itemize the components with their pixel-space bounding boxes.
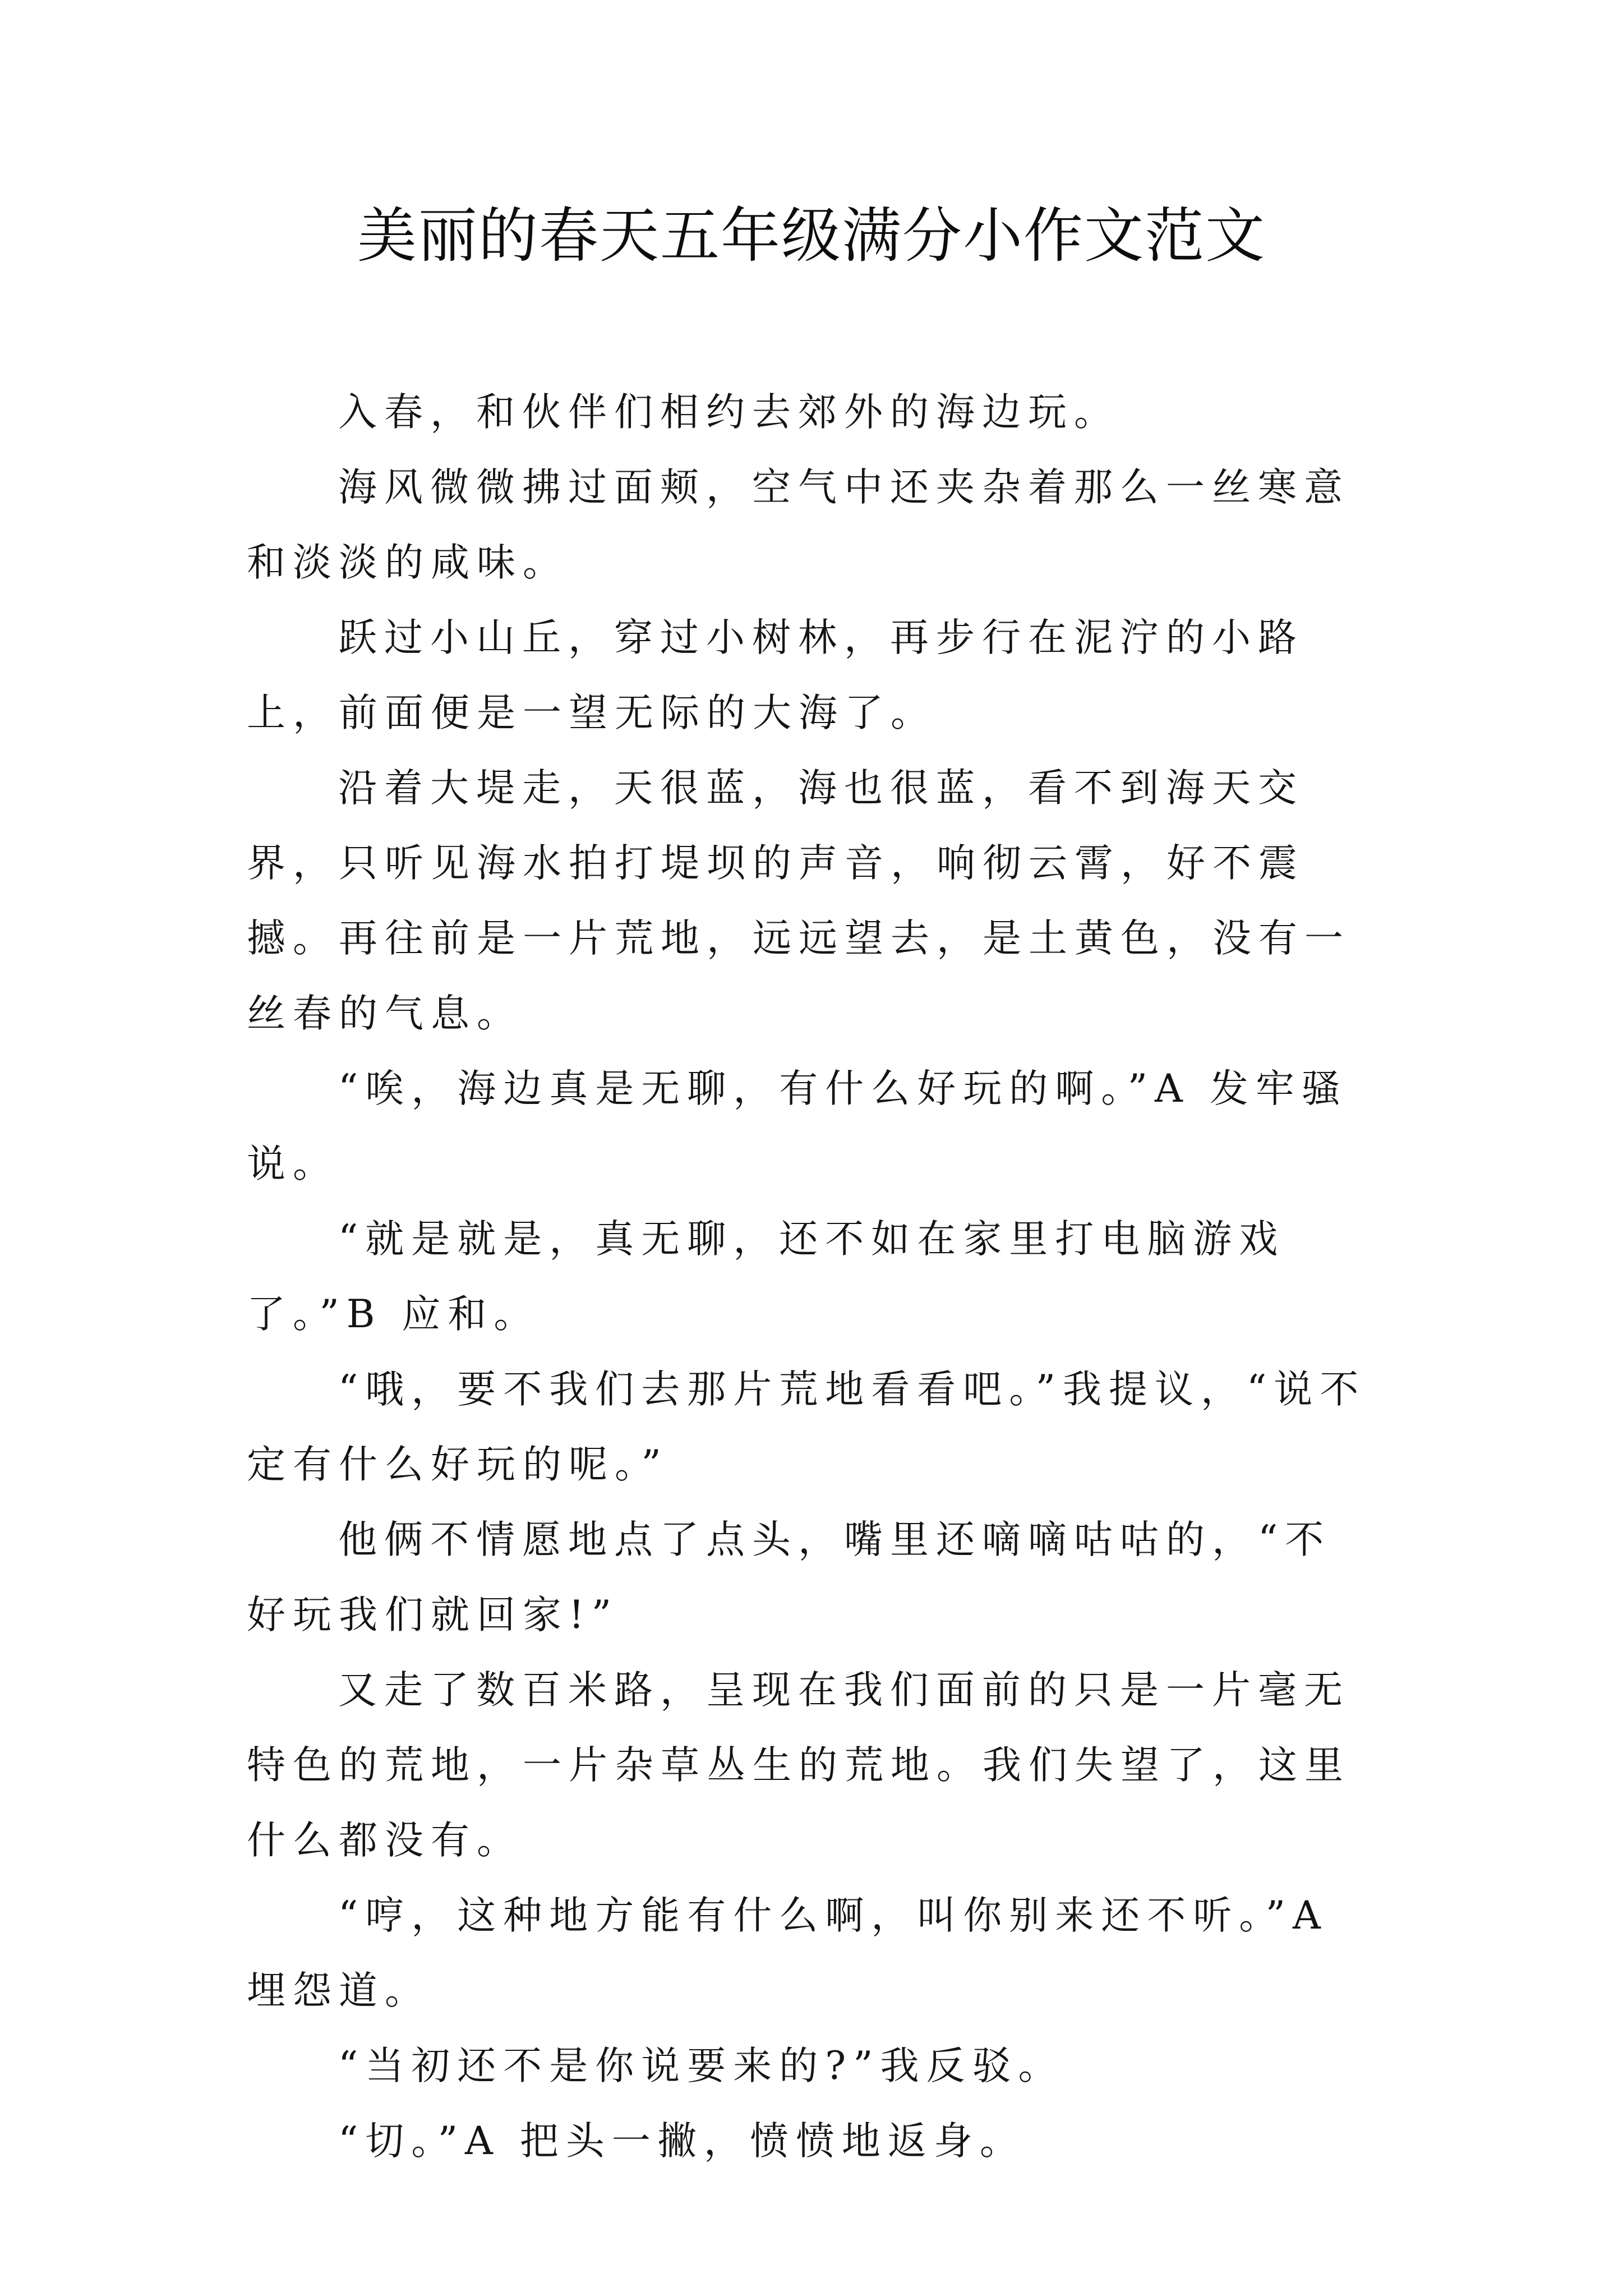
document-title: 美丽的春天五年级满分小作文范文 — [357, 201, 1266, 270]
paragraph: “唉，海边真是无聊，有什么好玩的啊。”A 发牢骚说。 — [247, 1066, 1348, 1186]
paragraph: “就是就是，真无聊，还不如在家里打电脑游戏了。”B 应和。 — [247, 1217, 1285, 1337]
paragraph: 又走了数百米路，呈现在我们面前的只是一片毫无特色的荒地，一片杂草丛生的荒地。我们失望了，这里什么都没有。 — [247, 1668, 1350, 1863]
paragraph: 海风微微拂过面颊，空气中还夹杂着那么一丝寒意和淡淡的咸味。 — [247, 465, 1350, 585]
paragraph: 沿着大堤走，天很蓝，海也很蓝，看不到海天交界，只听见海水拍打堤坝的声音，响彻云霄，好不震撼。再往前是一片荒地，远远望去，是土黄色，没有一丝春的气息。 — [247, 766, 1350, 1036]
document-body — [247, 375, 1374, 2179]
paragraph: “切。”A 把头一撇，愤愤地返身。 — [338, 2119, 1026, 2164]
paragraph: “哼，这种地方能有什么啊，叫你别来还不听。”A 埋怨道。 — [247, 1893, 1328, 2013]
paragraph: “当初还不是你说要来的?”我反驳。 — [338, 2044, 1064, 2088]
paragraph: 他俩不情愿地点了点头，嘴里还嘀嘀咕咕的，“不好玩我们就回家!” — [247, 1517, 1331, 1637]
paragraph: “哦，要不我们去那片荒地看看吧。”我提议，“说不定有什么好玩的呢。” — [247, 1367, 1366, 1487]
paragraph: 跃过小山丘，穿过小树林，再步行在泥泞的小路上，前面便是一望无际的大海了。 — [247, 615, 1304, 735]
paragraph: 入春，和伙伴们相约去郊外的海边玩。 — [338, 390, 1120, 435]
